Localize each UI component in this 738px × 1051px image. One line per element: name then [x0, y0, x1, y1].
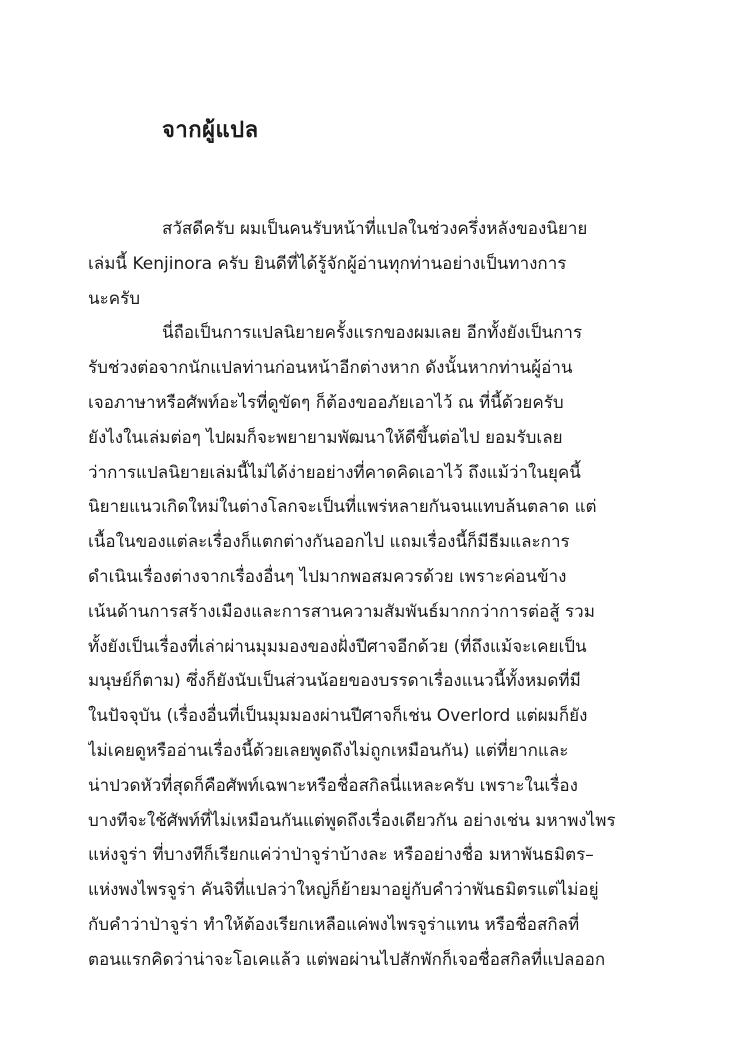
paragraph-line: ในปัจจุบัน (เรื่องอื่นที่เป็นมุมมองผ่านปีศาจก็เช่น Overlord แต่ผมก็ยัง: [88, 706, 588, 727]
paragraph-line: กับคำว่าป่าจูร่า ทำให้ต้องเรียกเหลือแค่พงไพรจูร่าแทน หรือชื่อสกิลที่: [88, 914, 580, 935]
body-text: [88, 212, 650, 978]
paragraph-line: มนุษย์ก็ตาม) ซึ่งก็ยังนับเป็นส่วนน้อยของบรรดาเรื่องแนวนี้ทั้งหมดที่มี: [88, 671, 581, 692]
paragraph-line: บางทีจะใช้ศัพท์ที่ไม่เหมือนกันแต่พูดถึงเรื่องเดียวกัน อย่างเช่น มหาพงไพร: [88, 810, 616, 831]
paragraph-line: นะครับ: [88, 288, 141, 309]
paragraph-line: ดำเนินเรื่องต่างจากเรื่องอื่นๆ ไปมากพอสมควรด้วย เพราะค่อนข้าง: [88, 566, 567, 587]
paragraph-line: เจอภาษาหรือศัพท์อะไรที่ดูขัดๆ ก็ต้องขออภัยเอาไว้ ณ ที่นี้ด้วยครับ: [88, 392, 564, 413]
paragraph-line: นี่ถือเป็นการแปลนิยายครั้งแรกของผมเลย อีกทั้งยังเป็นการ: [162, 323, 583, 344]
paragraph-line: รับช่วงต่อจากนักแปลท่านก่อนหน้าอีกต่างหาก ดังนั้นหากท่านผู้อ่าน: [88, 358, 573, 379]
paragraph-line: น่าปวดหัวที่สุดก็คือศัพท์เฉพาะหรือชื่อสกิลนี่แหละครับ เพราะในเรื่อง: [88, 775, 578, 796]
paragraph-line: เนื้อในของแต่ละเรื่องก็แตกต่างกันออกไป แถมเรื่องนี้ก็มีธีมและการ: [88, 532, 570, 553]
paragraph-line: เล่มนี้ Kenjinora ครับ ยินดีที่ได้รู้จักผู้อ่านทุกท่านอย่างเป็นทางการ: [88, 253, 567, 274]
page-title: จากผู้แปล: [162, 118, 259, 143]
paragraph-line: ตอนแรกคิดว่าน่าจะโอเคแล้ว แต่พอผ่านไปสักพักก็เจอชื่อสกิลที่แปลออก: [88, 949, 606, 970]
paragraph-line: ยังไงในเล่มต่อๆ ไปผมก็จะพยายามพัฒนาให้ดีขึ้นต่อไป ยอมรับเลย: [88, 427, 563, 448]
paragraph-line: ทั้งยังเป็นเรื่องที่เล่าผ่านมุมมองของฝั่งปีศาจอีกด้วย (ที่ถึงแม้จะเคยเป็น: [88, 636, 587, 657]
paragraph-line: นิยายแนวเกิดใหม่ในต่างโลกจะเป็นที่แพร่หลายกันจนแทบล้นตลาด แต่: [88, 497, 597, 518]
paragraph-line: ว่าการแปลนิยายเล่มนี้ไม่ได้ง่ายอย่างที่คาดคิดเอาไว้ ถึงแม้ว่าในยุคนี้: [88, 462, 581, 483]
paragraph-line: ไม่เคยดูหรืออ่านเรื่องนี้ด้วยเลยพูดถึงไม่ถูกเหมือนกัน) แต่ที่ยากและ: [88, 740, 569, 761]
paragraph-line: แห่งจูร่า ที่บางทีก็เรียกแค่ว่าป่าจูร่าบ้างละ หรืออย่างชื่อ มหาพันธมิตร–: [88, 845, 594, 866]
paragraph-line: แห่งพงไพรจูร่า คันจิที่แปลว่าใหญ่ก็ย้ายมาอยู่กับคำว่าพันธมิตรแต่ไม่อยู่: [88, 880, 599, 901]
paragraph-line: สวัสดีครับ ผมเป็นคนรับหน้าที่แปลในช่วงครึ่งหลังของนิยาย: [162, 219, 588, 239]
paragraph-line: เน้นด้านการสร้างเมืองและการสานความสัมพันธ์มากกว่าการต่อสู้ รวม: [88, 601, 595, 622]
